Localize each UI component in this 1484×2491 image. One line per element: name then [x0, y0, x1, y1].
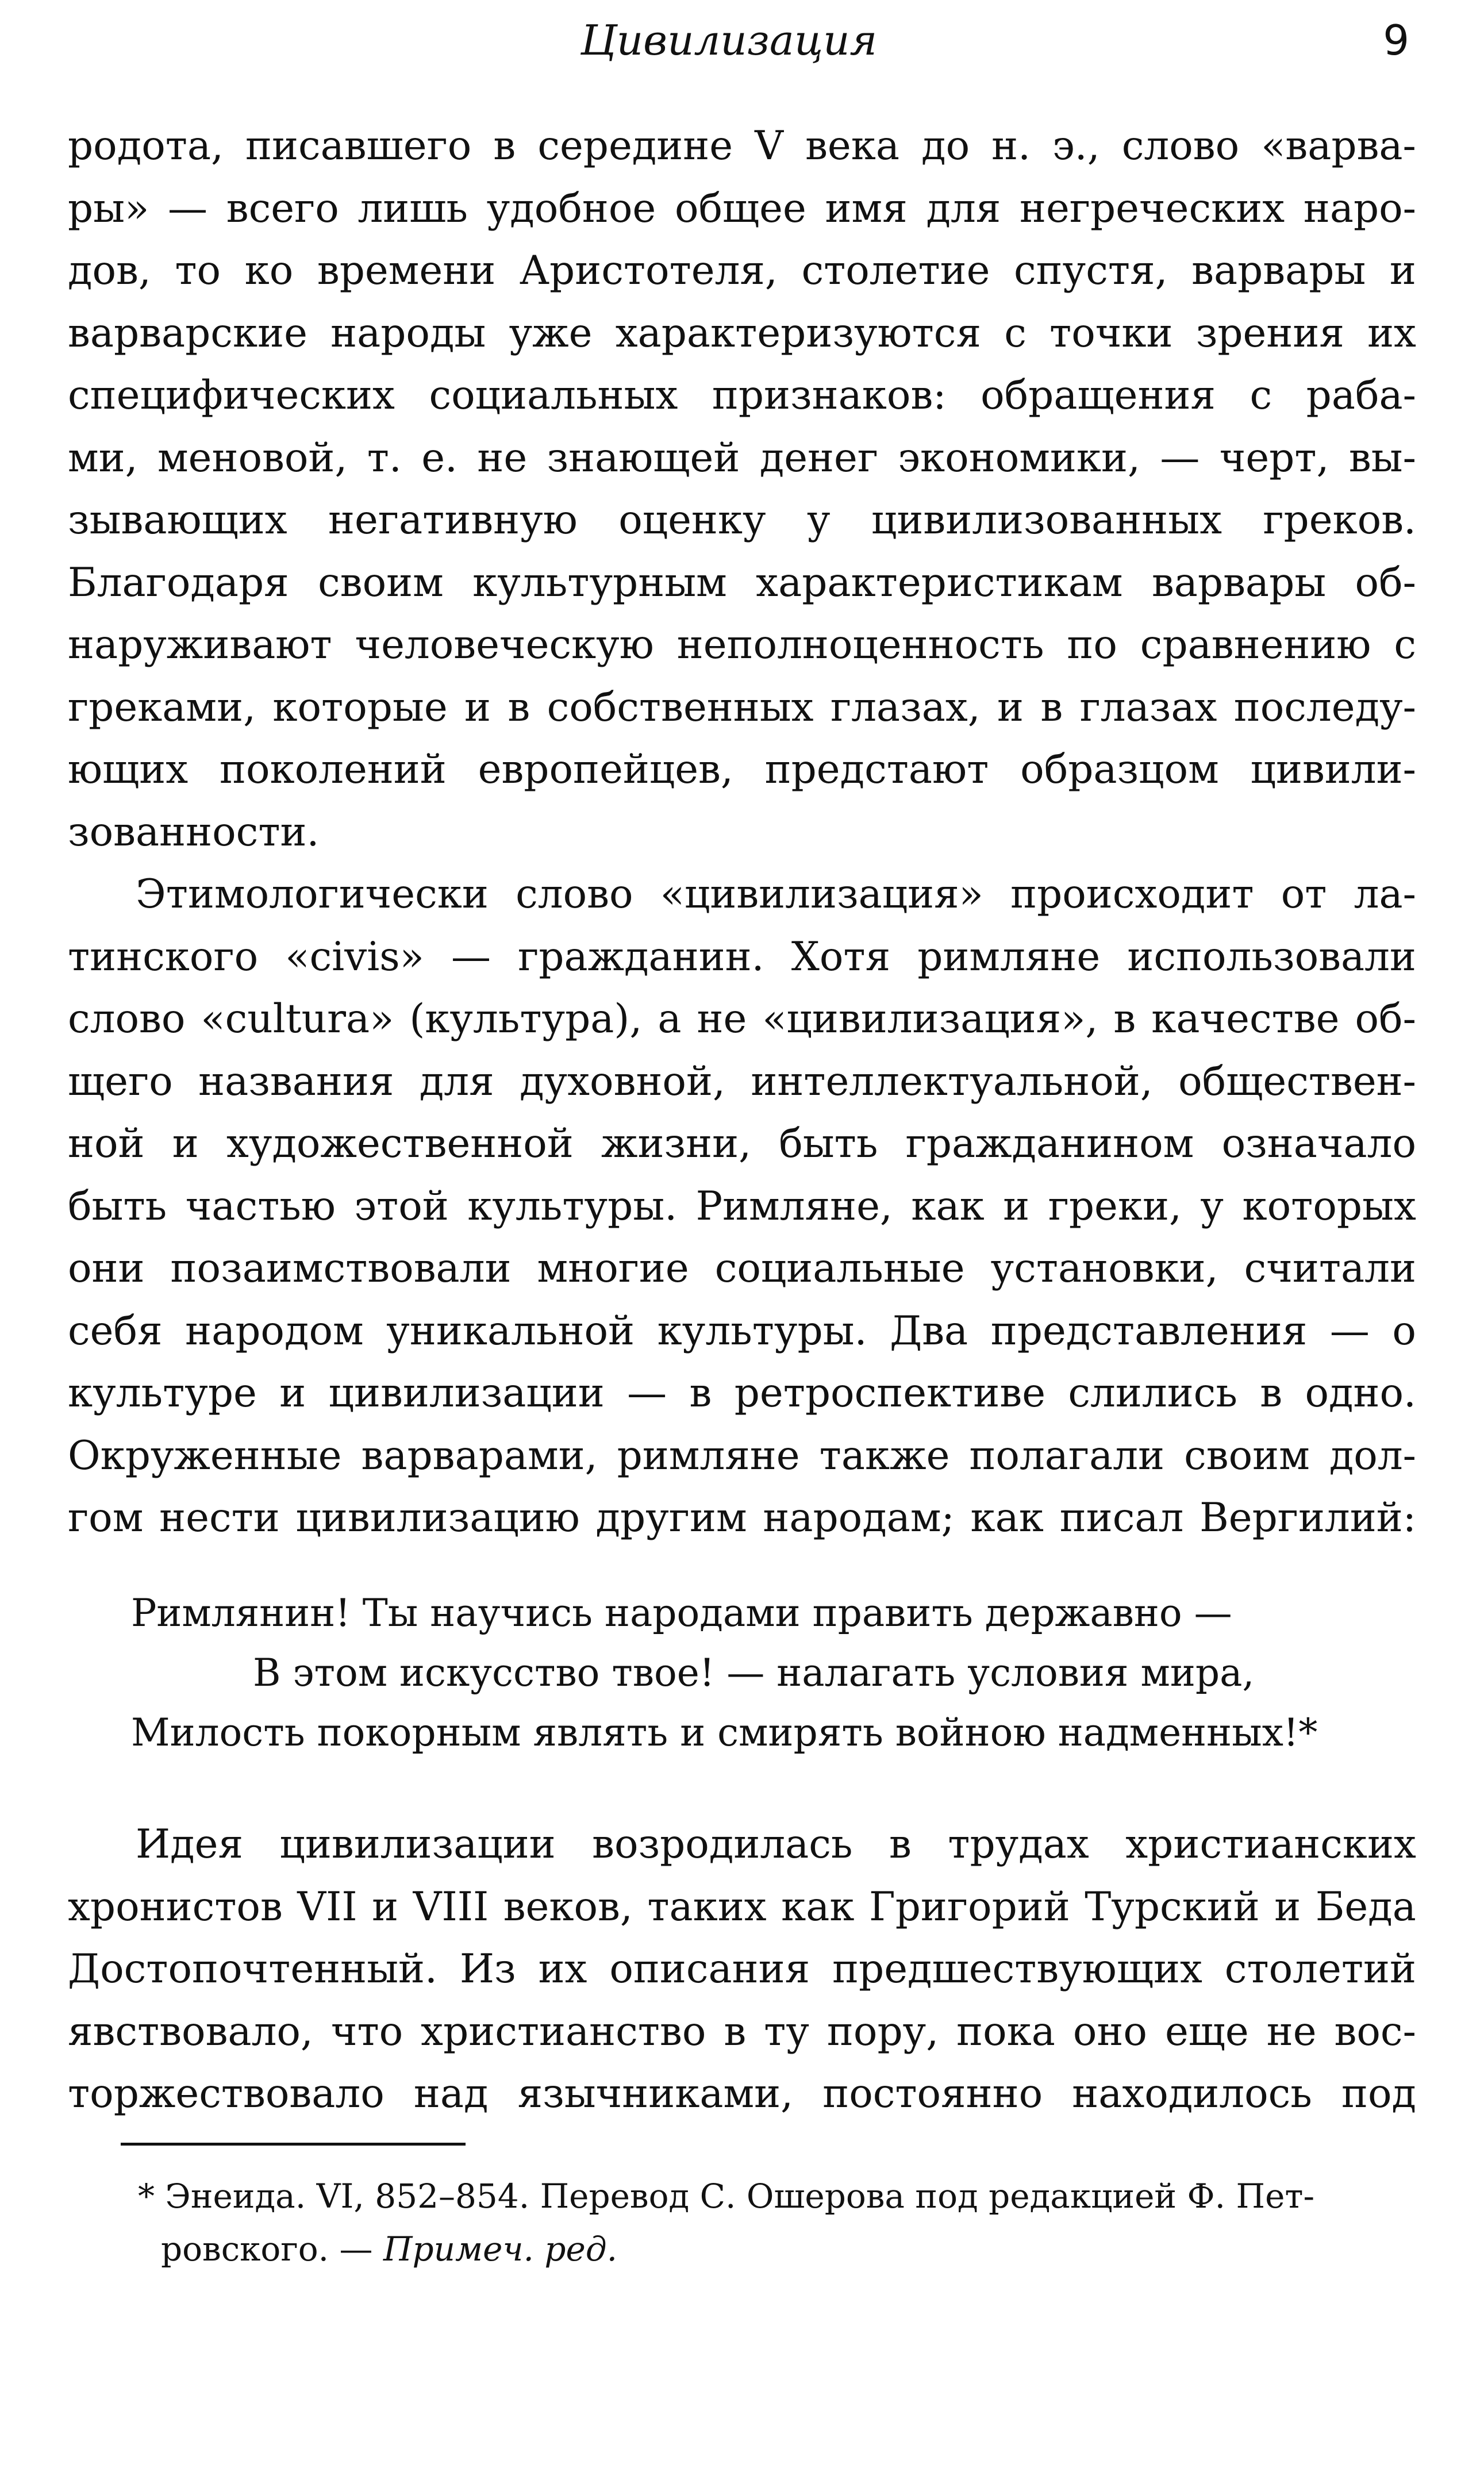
text-line: Окруженные варварами, римляне также полагали своим дол- [68, 1432, 1416, 1479]
text-line: наруживают человеческую неполноценность по сравнению с [68, 622, 1416, 668]
text-line: варварские народы уже характеризуются с точки зрения их [68, 310, 1416, 356]
text-line: дов, то ко времени Аристотеля, столетие спустя, варвары и [68, 248, 1416, 294]
text-line: Этимологически слово «цивилизация» происходит от ла- [136, 871, 1416, 917]
paragraph-2 [68, 863, 1416, 1550]
text-line: слово «cultura» (культура), а не «цивилизация», в качестве об- [68, 996, 1416, 1042]
text-line: хронистов VII и VIII веков, таких как Григорий Турский и Беда [68, 1883, 1416, 1930]
text-line: гом нести цивилизацию другим народам; как писал Вергилий: [68, 1495, 1416, 1541]
verse-line-2: В этом искусство твое! — налагать условия мира, [253, 1651, 1255, 1695]
text-line: себя народом уникальной культуры. Два представления — о [68, 1308, 1416, 1354]
paragraph-3 [68, 1813, 1416, 2125]
running-head-title: Цивилизация [580, 16, 878, 64]
text-line: греками, которые и в собственных глазах, и в глазах последу- [68, 684, 1416, 731]
page-number: 9 [1383, 16, 1409, 64]
footnote-line-2 [138, 2223, 1417, 2275]
text-line: быть частью этой культуры. Римляне, как и греки, у которых [68, 1183, 1416, 1229]
text-line: ми, меновой, т. е. не знающей денег экономики, — черт, вы- [68, 435, 1416, 481]
text-line: культуре и цивилизации — в ретроспективе слились в одно. [68, 1370, 1416, 1416]
text-line: явствовало, что христианство в ту пору, пока оно еще не вос- [68, 2008, 1416, 2055]
verse-line-3: Милость покорным являть и смирять войною надменных!* [131, 1710, 1318, 1755]
footnote-line-1: * Энеида. VI, 852–854. Перевод С. Ошерова под редакцией Ф. Пет- [138, 2177, 1315, 2216]
text-line: Идея цивилизации возродилась в трудах христианских [136, 1821, 1416, 1867]
text-line: зованности. [68, 809, 320, 855]
text-line: родота, писавшего в середине V века до н. э., слово «варва- [68, 123, 1416, 169]
footnote-divider [121, 2143, 466, 2146]
text-line: торжествовало над язычниками, постоянно находилось под [68, 2071, 1416, 2117]
text-line: ры» — всего лишь удобное общее имя для негреческих наро- [68, 185, 1416, 232]
footnote-editor-note: Примеч. ред. [383, 2229, 618, 2269]
text-line: зывающих негативную оценку у цивилизованных греков. [68, 497, 1416, 543]
footnote [138, 2170, 1417, 2275]
text-line: ющих поколений европейцев, предстают образцом цивили- [68, 747, 1416, 793]
text-line: специфических социальных признаков: обращения с раба- [68, 372, 1416, 418]
text-line: ной и художественной жизни, быть гражданином означало [68, 1121, 1416, 1167]
text-line: они позаимствовали многие социальные установки, считали [68, 1246, 1416, 1291]
footnote-line-2-text: ровского. — [161, 2229, 383, 2269]
paragraph-1 [68, 115, 1416, 863]
text-line: Благодаря своим культурным характеристикам варвары об- [68, 559, 1416, 606]
verse-line-1: Римлянин! Ты научись народами править державно — [131, 1591, 1232, 1635]
text-line: тинского «civis» — гражданин. Хотя римляне использовали [68, 933, 1416, 980]
text-line: Достопочтенный. Из их описания предшествующих столетий [68, 1946, 1416, 1992]
text-line: щего названия для духовной, интеллектуальной, обществен- [68, 1058, 1416, 1105]
